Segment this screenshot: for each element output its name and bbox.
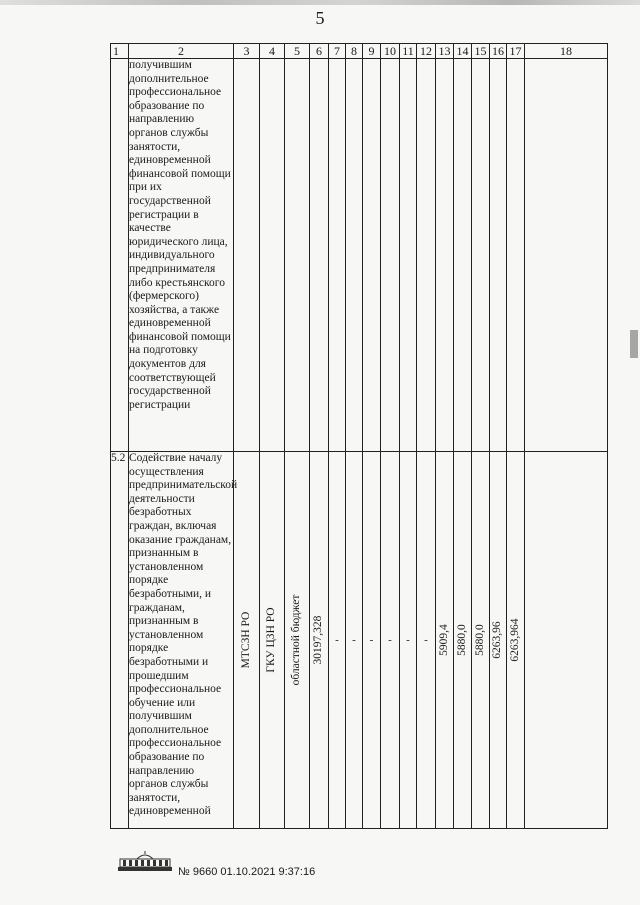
col-number-8: 8 [346,44,363,59]
col8-cell [346,452,363,829]
government-building-seal-icon [117,850,173,872]
col11-cell [400,452,417,829]
col-number-18: 18 [525,44,608,59]
col-number-7: 7 [329,44,346,59]
col15-cell [472,452,490,829]
col15-value: 5880,0 [473,624,486,656]
col-number-14: 14 [454,44,472,59]
col-number-13: 13 [436,44,454,59]
col17-cell [507,452,525,829]
scan-edge [0,0,640,5]
col12-value: - [424,634,428,646]
participant-cell [260,452,285,829]
col14-value: 5880,0 [455,624,468,656]
column-number-row [111,44,608,59]
registration-stamp: № 9660 01.10.2021 9:37:16 [178,866,316,878]
scan-margin-mark [630,330,638,358]
col12-cell [417,452,436,829]
col14-cell [454,452,472,829]
funding-source-cell [285,452,310,829]
col11-value: - [406,634,410,646]
row-number: 5.2 [111,452,129,829]
total-value: 30197,328 [312,615,325,665]
col-number-15: 15 [472,44,490,59]
col17-value: 6263,964 [508,618,521,662]
continued-row-text: получившим дополнительное профессиональное образование по направлению органов службы занятости, единовременной финансовой помощи при их государственной регистрации в качестве юридического лица, индивидуального предпринимателя либо крестьянского (фермерского) хозяйства, а также единовременной финансовой помощи на подготовку документов для соответствующей государственной регистрации [129,59,234,452]
page-number: 5 [315,8,325,28]
col7-value: - [335,634,339,646]
col-number-17: 17 [507,44,525,59]
col-number-10: 10 [381,44,400,59]
col8-value: - [352,634,356,646]
funding-source-text: областной бюджет [290,594,303,686]
executor-cell [234,452,260,829]
row-5-2-text: Содействие началу осуществления предпринимательской деятельности безработных граждан, включая оказание гражданам, признанным в установленном порядке безработными, и гражданам, признанным в установленном порядке безработными и прошедшим профессиональное обучение или получившим дополнительное профессиональное образование по направлению органов службы занятости, единовременной [129,452,234,829]
table-row-5-2 [111,452,608,829]
col-number-1: 1 [111,44,129,59]
col16-cell [490,452,507,829]
col-number-6: 6 [310,44,329,59]
col9-value: - [369,634,374,646]
table-row-continued [111,59,608,452]
col-number-9: 9 [363,44,381,59]
total-cell [310,452,329,829]
col-number-3: 3 [234,44,260,59]
col7-cell [329,452,346,829]
participant-text: ГКУ ЦЗН РО [265,607,278,673]
col-number-16: 16 [490,44,507,59]
continued-num-cell [111,59,129,452]
col10-value: - [388,634,392,646]
col-number-11: 11 [400,44,417,59]
col16-value: 6263,96 [491,621,504,659]
program-table [110,43,608,829]
col-number-2: 2 [129,44,234,59]
col13-value: 5909,4 [437,624,450,656]
col18-cell [525,452,608,829]
col-number-12: 12 [417,44,436,59]
col13-cell [436,452,454,829]
col-number-4: 4 [260,44,285,59]
col9-cell [363,452,381,829]
executor-text: МТСЗН РО [239,611,252,669]
col-number-5: 5 [285,44,310,59]
col10-cell [381,452,400,829]
